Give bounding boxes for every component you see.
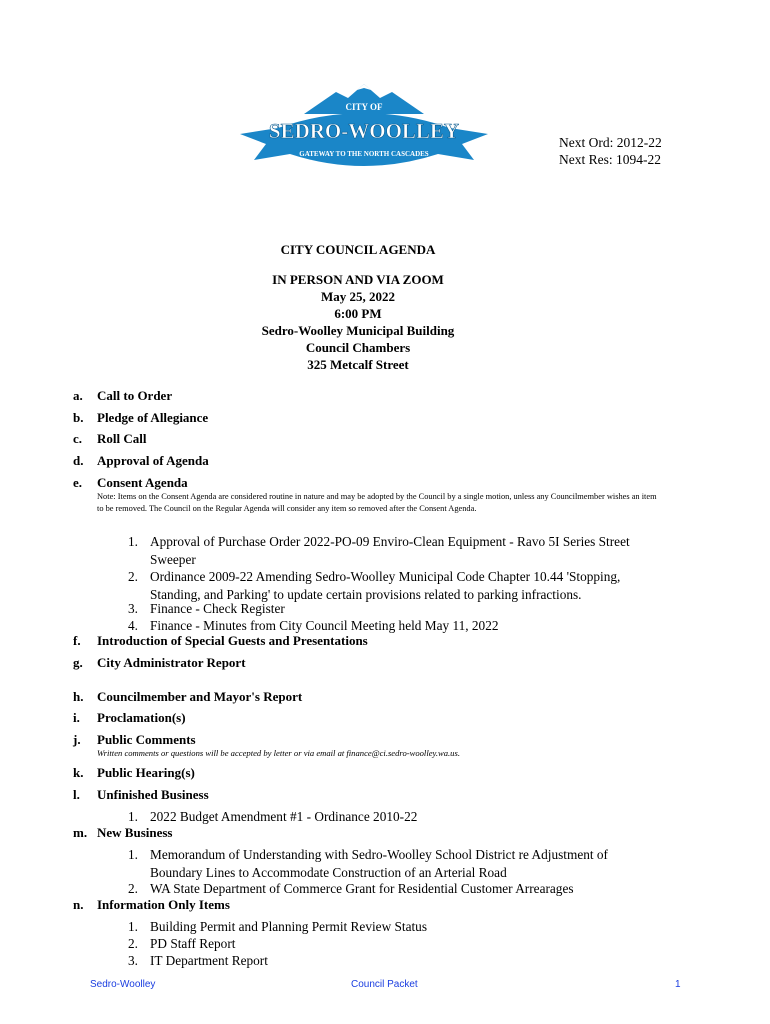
public-comments-note: Written comments or questions will be accepted by letter or via email at finance@ci.sedro-woolley.wa.us. bbox=[97, 748, 460, 758]
list-item: 2. WA State Department of Commerce Grant for Residential Customer Arrearages bbox=[128, 881, 574, 896]
meeting-info bbox=[0, 271, 716, 373]
logo-tagline: GATEWAY TO THE NORTH CASCADES bbox=[299, 150, 429, 158]
agenda-item-new-business: m. New Business bbox=[73, 825, 173, 840]
agenda-item-pledge: b. Pledge of Allegiance bbox=[73, 410, 209, 425]
agenda-item-proclamations: i. Proclamation(s) bbox=[73, 710, 186, 725]
footer-center: Council Packet bbox=[351, 979, 418, 990]
consent-note: Note: Items on the Consent Agenda are considered routine in nature and may be adopted by the Council by a single motion, unless any Councilmember wishes an item to be removed. The Council on the Regular Agenda will consider any item so removed after the Consent Agenda. bbox=[97, 492, 657, 513]
list-item: 1. Building Permit and Planning Permit Review Status bbox=[128, 919, 428, 934]
next-res: Next Res: 1094-22 bbox=[559, 152, 661, 167]
list-item: 1. Approval of Purchase Order 2022-PO-09 Enviro-Clean Equipment - Ravo 5I Series Street Sweeper bbox=[128, 534, 630, 567]
city-logo bbox=[236, 78, 492, 178]
meeting-address: 325 Metcalf Street bbox=[307, 357, 409, 372]
agenda-item-public-comments: j. Public Comments bbox=[73, 732, 196, 747]
agenda-item-administrator-report: g. City Administrator Report bbox=[73, 655, 246, 670]
list-item: 1. Memorandum of Understanding with Sedro-Woolley School District re Adjustment of Boundary Lines to Accommodate Construction of an Arterial Road bbox=[128, 847, 608, 880]
agenda-item-special-guests: f. Introduction of Special Guests and Presentations bbox=[73, 633, 368, 648]
meeting-mode: IN PERSON AND VIA ZOOM bbox=[272, 272, 444, 287]
list-item: 2. PD Staff Report bbox=[128, 936, 236, 951]
logo-city-of: CITY OF bbox=[345, 102, 383, 112]
list-item: 1. 2022 Budget Amendment #1 - Ordinance 2010-22 bbox=[128, 809, 418, 824]
list-item: 3. Finance - Check Register bbox=[128, 601, 285, 616]
list-item: 2. Ordinance 2009-22 Amending Sedro-Woolley Municipal Code Chapter 10.44 'Stopping, Standing, and Parking' to update certain provisions related to parking infractions. bbox=[128, 569, 621, 602]
agenda-item-approval: d. Approval of Agenda bbox=[73, 453, 209, 468]
agenda-item-consent: e. Consent Agenda bbox=[73, 475, 188, 490]
next-numbers bbox=[559, 134, 662, 168]
agenda-item-call-to-order: a. Call to Order bbox=[73, 388, 173, 403]
next-ord: Next Ord: 2012-22 bbox=[559, 135, 662, 150]
agenda-item-information-only: n. Information Only Items bbox=[73, 897, 230, 912]
agenda-item-mayor-report: h. Councilmember and Mayor's Report bbox=[73, 689, 303, 704]
agenda-item-roll-call: c. Roll Call bbox=[73, 431, 147, 446]
meeting-room: Council Chambers bbox=[305, 340, 411, 355]
agenda-item-unfinished-business: l. Unfinished Business bbox=[73, 787, 209, 802]
meeting-time: 6:00 PM bbox=[334, 306, 382, 321]
agenda-item-public-hearings: k. Public Hearing(s) bbox=[73, 765, 195, 780]
meeting-date: May 25, 2022 bbox=[320, 289, 396, 304]
agenda-title: CITY COUNCIL AGENDA bbox=[280, 242, 436, 257]
footer-left: Sedro-Woolley bbox=[90, 979, 156, 990]
meeting-building: Sedro-Woolley Municipal Building bbox=[261, 323, 455, 338]
footer-page-number: 1 bbox=[675, 979, 681, 990]
list-item: 4. Finance - Minutes from City Council Meeting held May 11, 2022 bbox=[128, 618, 499, 633]
list-item: 3. IT Department Report bbox=[128, 953, 268, 968]
logo-name: SEDRO-WOOLLEY bbox=[268, 119, 460, 143]
